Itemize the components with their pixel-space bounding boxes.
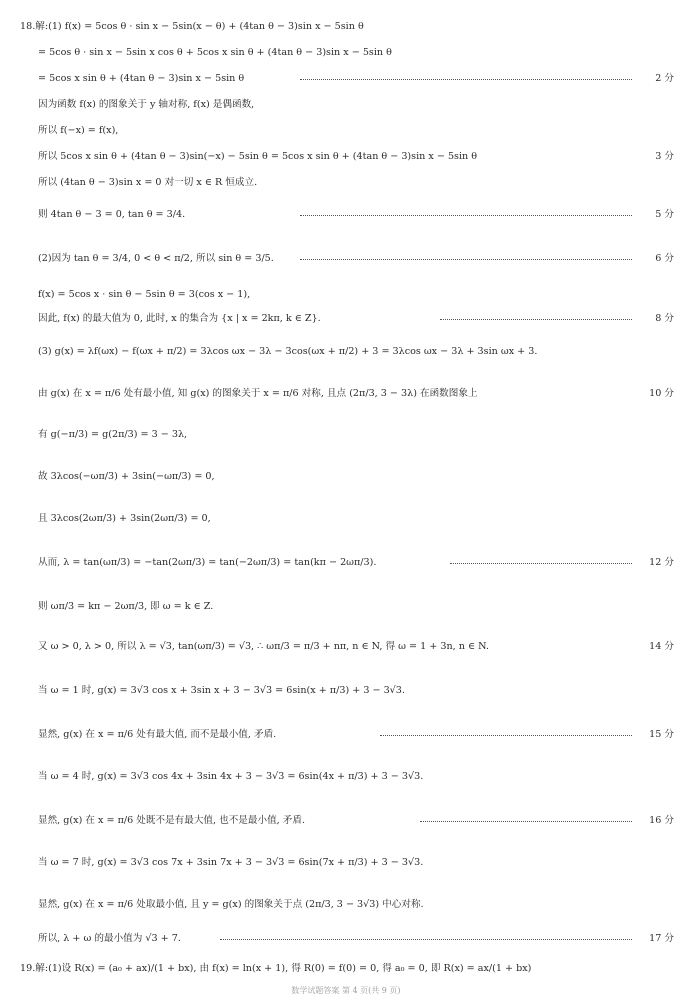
- score-mark: 10 分: [649, 388, 674, 399]
- leader-dots: [420, 821, 632, 822]
- leader-dots: [300, 259, 632, 260]
- page-footer: 数学试题答案 第 4 页(共 9 页): [291, 986, 401, 995]
- leader-dots: [220, 939, 632, 940]
- score-mark: 2 分: [655, 73, 674, 84]
- answer-sheet-page: 18.解:(1) f(x) = 5cos θ · sin x − 5sin(x − θ) + (4tan θ − 3)sin x − 5sin θ = 5cos θ · sin x − 5sin x cos θ + 5cos x sin θ + (4tan θ − 3)sin x − 5sin θ = 5cos x sin θ + (4tan θ − 3)sin x − 5sin θ 2 分 因为函数 f(x) 的图象关于 y 轴对称, f(x) 是偶函数, 所以 f(−x) = f(x), 所以 5cos x sin θ + (4tan θ − 3)sin(−x) − 5sin θ = 5cos x sin θ + (4tan θ − 3)sin x − 5sin θ 3 分 所以 (4tan θ − 3)sin x = 0 对一切 x ∈ R 恒成立. 则 4tan θ − 3 = 0, tan θ = 3/4. 5 分 (2)因为 tan θ = 3/4, 0 < θ < π/2, 所以 sin θ = 3/5. 6 分 f(x) = 5cos x · sin θ − 5sin θ = 3(cos x − 1), 因此, f(x) 的最大值为 0, 此时, x 的集合为 {x | x = 2kπ, k ∈ Z}. 8 分 (3) g(x) = λf(ωx) − f(ωx + π/2) = 3λcos ωx − 3λ − 3cos(ωx + π/2) + 3 = 3λcos ωx − 3λ + 3sin ωx + 3. 由 g(x) 在 x = π/6 处有最小值, 知 g(x) 的图象关于 x = π/6 对称, 且点 (2π/3, 3 − 3λ) 在函数图象上 10 分 有 g(−π/3) = g(2π/3) = 3 − 3λ, 故 3λcos(−ωπ/3) + 3sin(−ωπ/3) = 0, 且 3λcos(2ωπ/3) + 3sin(2ωπ/3) = 0, 从而, λ = tan(ωπ/3) = −tan(2ωπ/3) = tan(−2ωπ/3) = tan(kπ − 2ωπ/3). 12 分 则 ωπ/3 = kπ − 2ωπ/3, 即 ω = k ∈ Z. 又 ω > 0, λ > 0, 所以 λ = √3, tan(ωπ/3) = √3, ∴ ωπ/3 = π/3 + nπ, n ∈ N, 得 ω = 1 + 3n, n ∈ N. 14 分 当 ω = 1 时, g(x) = 3√3 cos x + 3sin x + 3 − 3√3 = 6sin(x + π/3) + 3 − 3√3. 显然, g(x) 在 x = π/6 处有最大值, 而不是最小值, 矛盾. 15 分 当 ω = 4 时, g(x) = 3√3 cos 4x + 3sin 4x + 3 − 3√3 = 6sin(4x + π/3) + 3 − 3√3. 显然, g(x) 在 x = π/6 处既不是有最大值, 也不是最小值, 矛盾. 16 分 当 ω = 7 时, g(x) = 3√3 cos 7x + 3sin 7x + 3 − 3√3 = 6sin(7x + π/3) + 3 − 3√3. 显然, g(x) 在 x = π/6 处取最小值, 且 y = g(x) 的图象关于点 (2π/3, 3 − 3√3) 中心对称. 所以, λ + ω 的最小值为 √3 + 7. 17 分 19.解:(1)设 R(x) = (a₀ + ax)/(1 + bx), 由 f(x) = ln(x + 1), 得 R(0) = f(0) = 0, 得 a₀ = 0, 即 R(x) = ax/(1 + bx) 数学试题答案 第 4 页(共 9 页): [0, 0, 692, 1001]
- score-mark: 12 分: [649, 557, 674, 568]
- score-mark: 17 分: [649, 933, 674, 944]
- score-mark: 6 分: [655, 253, 674, 264]
- score-mark: 14 分: [649, 641, 674, 652]
- leader-dots: [380, 735, 632, 736]
- score-mark: 16 分: [649, 815, 674, 826]
- leader-dots: [300, 215, 632, 216]
- score-mark: 15 分: [649, 729, 674, 740]
- leader-dots: [300, 79, 632, 80]
- leader-dots: [450, 563, 632, 564]
- score-mark: 8 分: [655, 313, 674, 324]
- leader-dots: [440, 319, 632, 320]
- score-mark: 5 分: [655, 209, 674, 220]
- score-mark: 3 分: [655, 151, 674, 162]
